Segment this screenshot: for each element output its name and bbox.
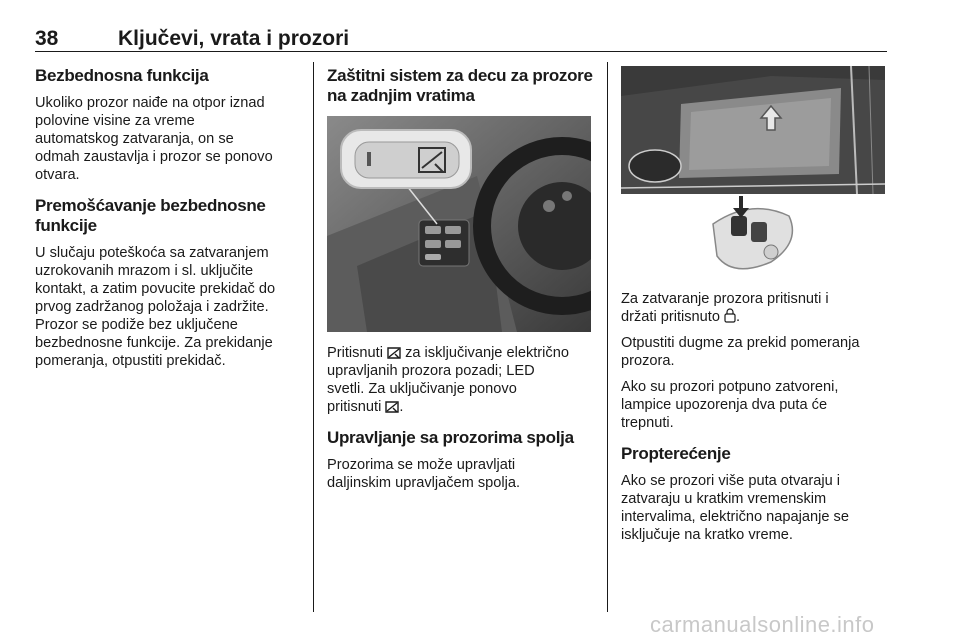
text-segment: za isključivanje električno: [405, 345, 569, 361]
text-line: Ukoliko prozor naiđe na otpor iznad: [35, 95, 265, 111]
column-divider-1: [313, 62, 314, 612]
text-line: prozora.: [621, 353, 675, 369]
paragraph-close-windows: [621, 290, 889, 326]
remote-window-figure: [621, 66, 885, 278]
paragraph-release-button: [621, 334, 889, 370]
text-line: intervalima, električno napajanje se: [621, 509, 849, 525]
text-line: polovine visine za vreme: [35, 113, 195, 129]
text-line: bezbednosne funkcije. Za prekidanje: [35, 335, 273, 351]
text-line: trepnuti.: [621, 415, 674, 431]
paragraph-safety-function: [35, 94, 303, 184]
text-segment: držati pritisnuto: [621, 309, 720, 325]
text-line: prvog zadržanog položaja i zadržite.: [35, 299, 269, 315]
paragraph-child-lock: [327, 344, 597, 416]
text-line: Prozorima se može upravljati: [327, 457, 516, 473]
column-divider-2: [607, 62, 608, 612]
text-line: uzrokovanih mrazom i sl. uključite: [35, 263, 254, 279]
child-window-lock-icon: [387, 346, 401, 359]
page-number: 38: [35, 27, 59, 50]
text-line: Ako se prozori više puta otvaraju i: [621, 473, 841, 489]
paragraph-remote-window: [327, 456, 597, 492]
heading-line: funkcije: [35, 216, 97, 235]
text-line: daljinskim upravljačem spolja.: [327, 475, 521, 491]
text-segment: .: [736, 309, 741, 325]
door-switch-figure: [327, 116, 591, 332]
text-line: automatskog zatvaranja, on se: [35, 131, 234, 147]
paragraph-overload: [621, 472, 889, 544]
text-segment: .: [399, 399, 404, 415]
text-line: Prozor se podiže bez uključene: [35, 317, 238, 333]
heading-line: na zadnjim vratima: [327, 86, 475, 105]
paragraph-override-safety: [35, 244, 303, 370]
text-segment: Pritisnuti: [327, 345, 383, 361]
heading-safety-function: Bezbednosna funkcija: [35, 66, 209, 85]
text-line: Ako su prozori potpuno zatvoreni,: [621, 379, 839, 395]
text-line: svetli. Za uključivanje ponovo: [327, 381, 517, 397]
text-segment: pritisnuti: [327, 399, 382, 415]
text-line: upravljanih prozora pozadi; LED: [327, 363, 535, 379]
text-line: U slučaju poteškoća sa zatvaranjem: [35, 245, 269, 261]
child-window-lock-icon: [385, 400, 399, 413]
text-line: isključuje na kratko vreme.: [621, 527, 793, 543]
text-line: lampice upozorenja dva puta će: [621, 397, 828, 413]
column-2: [327, 62, 597, 492]
text-line: Otpustiti dugme za prekid pomeranja: [621, 335, 860, 351]
paragraph-warning-lights: [621, 378, 889, 432]
heading-override-safety: [35, 196, 303, 236]
text-line: pomeranja, otpustiti prekidač.: [35, 353, 226, 369]
heading-remote-window: Upravljanje sa prozorima spolja: [327, 428, 574, 447]
heading-overload: Propterećenje: [621, 444, 731, 463]
text-line: zatvaraju u kratkim vremenskim: [621, 491, 827, 507]
page-header: [35, 27, 887, 52]
watermark: carmanualsonline.info: [650, 612, 875, 637]
key-lock-icon: [724, 308, 736, 323]
text-line: otvara.: [35, 167, 80, 183]
heading-child-lock: [327, 66, 597, 106]
heading-line: Zaštitni sistem za decu za prozore: [327, 66, 593, 85]
column-1: [35, 62, 303, 370]
heading-line: Premošćavanje bezbednosne: [35, 196, 266, 215]
text-line: Za zatvaranje prozora pritisnuti i: [621, 291, 829, 307]
text-line: kontakt, a zatim povucite prekidač do: [35, 281, 276, 297]
text-line: odmah zaustavlja i prozor se ponovo: [35, 149, 273, 165]
column-3: [621, 62, 889, 544]
page-title: Ključevi, vrata i prozori: [118, 27, 350, 50]
